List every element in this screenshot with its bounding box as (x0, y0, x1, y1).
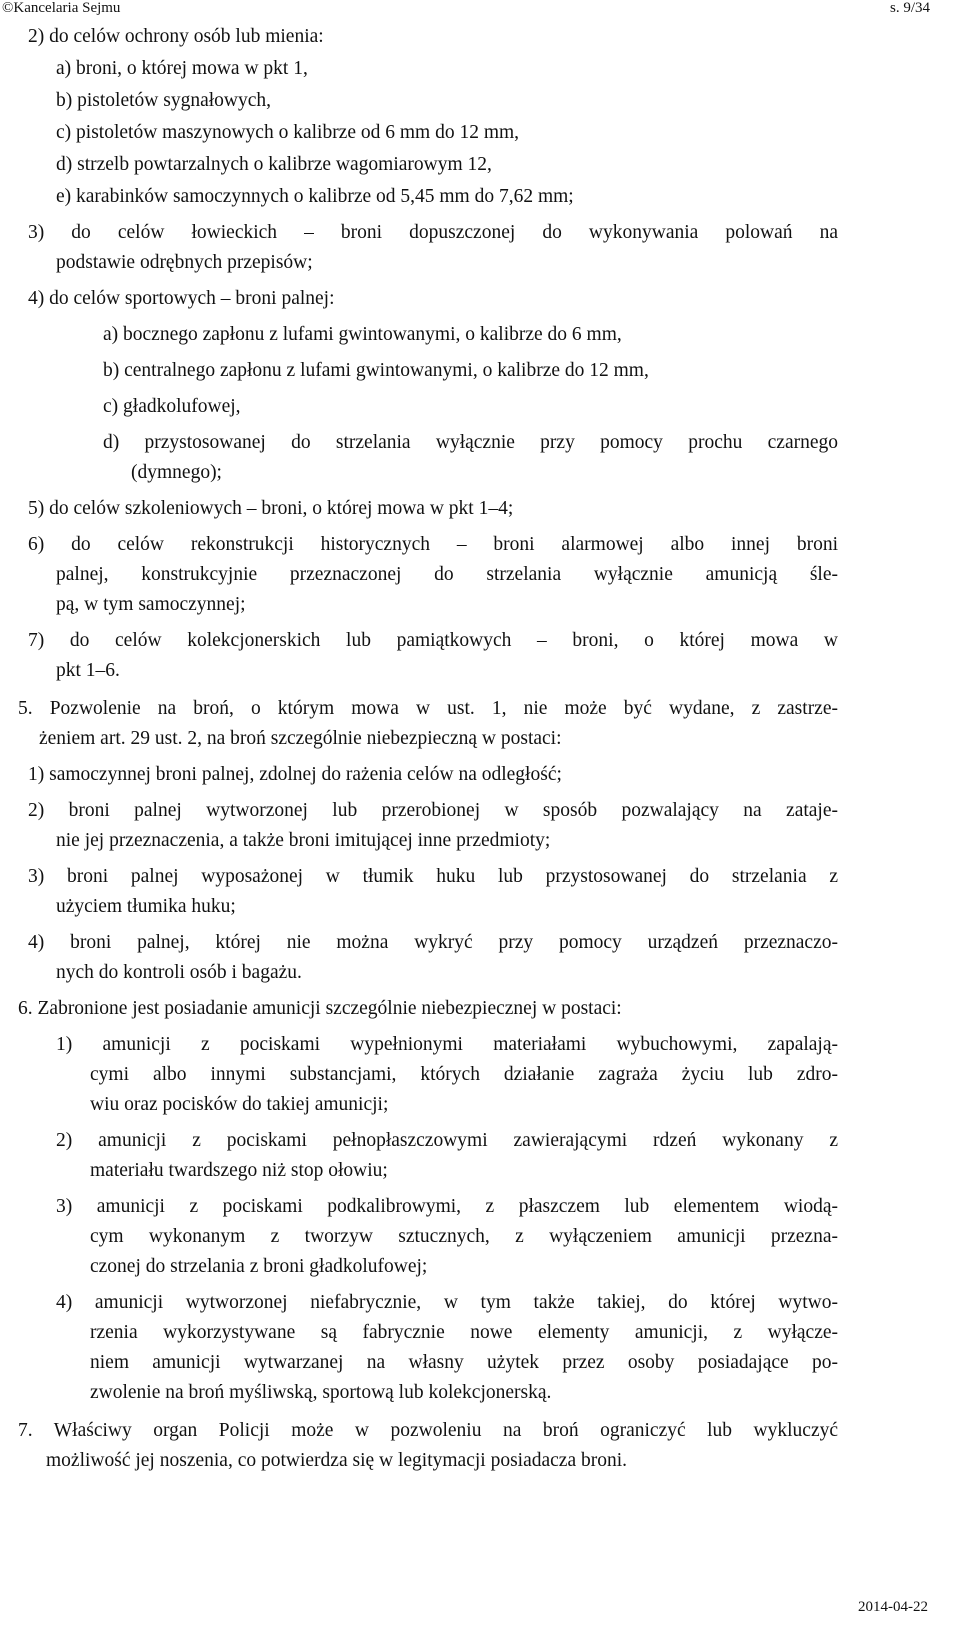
text-line: 1) amunicji z pociskami wypełnionymi materiałami wybuchowymi, zapalają- (56, 1034, 838, 1055)
text-line: możliwość jej noszenia, co potwierdza się w legitymacji posiadacza broni. (46, 1450, 628, 1471)
text-line: c) pistoletów maszynowych o kalibrze od 6 mm do 12 mm, (56, 122, 520, 143)
text-line: 6. Zabronione jest posiadanie amunicji szczególnie niebezpiecznej w postaci: (18, 998, 622, 1019)
text-line: 4) amunicji wytworzonej niefabrycznie, w tym także takiej, do której wytwo- (56, 1292, 838, 1313)
text-line: 3) do celów łowieckich – broni dopuszczonej do wykonywania polowań na (28, 222, 838, 243)
page-number: s. 9/34 (889, 0, 930, 16)
text-line: a) broni, o której mowa w pkt 1, (56, 58, 308, 79)
text-line: pkt 1–6. (56, 660, 120, 681)
text-line: 2) do celów ochrony osób lub mienia: (28, 26, 324, 47)
text-line: wiu oraz pocisków do takiej amunicji; (90, 1094, 389, 1115)
header-source: ©Kancelaria Sejmu (2, 0, 121, 16)
text-line: podstawie odrębnych przepisów; (56, 252, 313, 273)
text-line: 7) do celów kolekcjonerskich lub pamiątkowych – broni, o której mowa w (28, 630, 838, 651)
text-line: niem amunicji wytwarzanej na własny użytek przez osoby posiadające po- (90, 1352, 838, 1373)
text-line: 7. Właściwy organ Policji może w pozwoleniu na broń ograniczyć lub wykluczyć (18, 1420, 838, 1441)
text-line: zwolenie na broń myśliwską, sportową lub kolekcjonerską. (90, 1382, 552, 1403)
text-line: b) centralnego zapłonu z lufami gwintowanymi, o kalibrze do 12 mm, (103, 360, 649, 381)
text-line: żeniem art. 29 ust. 2, na broń szczególnie niebezpieczną w postaci: (39, 728, 562, 749)
text-line: materiału twardszego niż stop ołowiu; (90, 1160, 388, 1181)
text-line: a) bocznego zapłonu z lufami gwintowanymi, o kalibrze do 6 mm, (103, 324, 622, 345)
text-line: 4) broni palnej, której nie można wykryć przy pomocy urządzeń przeznaczo- (28, 932, 838, 953)
text-line: c) gładkolufowej, (103, 396, 241, 417)
text-line: cym wykonanym z tworzyw sztucznych, z wyłączeniem amunicji przezna- (90, 1226, 838, 1247)
text-line: 6) do celów rekonstrukcji historycznych – broni alarmowej albo innej broni (28, 534, 838, 555)
text-line: 3) broni palnej wyposażonej w tłumik huku lub przystosowanej do strzelania z (28, 866, 838, 887)
text-line: 5. Pozwolenie na broń, o którym mowa w ust. 1, nie może być wydane, z zastrze- (18, 698, 838, 719)
text-line: d) strzelb powtarzalnych o kalibrze wagomiarowym 12, (56, 154, 492, 175)
text-line: e) karabinków samoczynnych o kalibrze od 5,45 mm do 7,62 mm; (56, 186, 574, 207)
text-line: palnej, konstrukcyjnie przeznaczonej do strzelania wyłącznie amunicją śle- (56, 564, 838, 585)
text-line: 2) broni palnej wytworzonej lub przerobionej w sposób pozwalający na zataje- (28, 800, 838, 821)
text-line: nych do kontroli osób i bagażu. (56, 962, 302, 983)
text-line: d) przystosowanej do strzelania wyłącznie przy pomocy prochu czarnego (103, 432, 838, 453)
text-line: cymi albo innymi substancjami, których działanie zagraża życiu lub zdro- (90, 1064, 838, 1085)
text-line: czonej do strzelania z broni gładkolufowej; (90, 1256, 428, 1277)
text-line: pą, w tym samoczynnej; (56, 594, 246, 615)
text-line: 4) do celów sportowych – broni palnej: (28, 288, 335, 309)
text-line: 2) amunicji z pociskami pełnopłaszczowymi zawierającymi rdzeń wykonany z (56, 1130, 838, 1151)
text-line: nie jej przeznaczenia, a także broni imitującej inne przedmioty; (56, 830, 551, 851)
text-line: (dymnego); (131, 462, 222, 483)
text-line: 3) amunicji z pociskami podkalibrowymi, z płaszczem lub elementem wiodą- (56, 1196, 838, 1217)
text-line: użyciem tłumika huku; (56, 896, 236, 917)
footer-date: 2014-04-22 (858, 1599, 928, 1615)
text-line: 5) do celów szkoleniowych – broni, o której mowa w pkt 1–4; (28, 498, 514, 519)
text-line: 1) samoczynnej broni palnej, zdolnej do rażenia celów na odległość; (28, 764, 562, 785)
text-line: rzenia wykorzystywane są fabrycznie nowe elementy amunicji, z wyłącze- (90, 1322, 838, 1343)
text-line: b) pistoletów sygnałowych, (56, 90, 272, 111)
